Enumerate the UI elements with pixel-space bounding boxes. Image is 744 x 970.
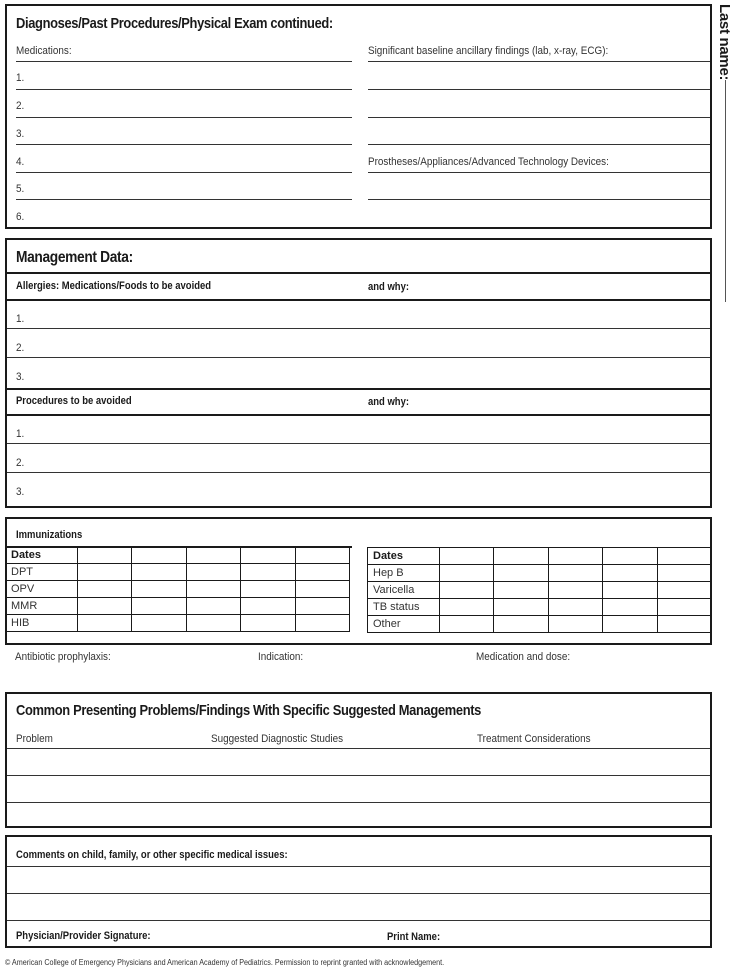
date-cell[interactable] [657,565,711,582]
comments-line-1[interactable] [7,893,710,894]
date-cell[interactable] [494,582,548,599]
medication-line-4[interactable]: 4. [16,156,25,168]
date-cell[interactable] [241,615,295,632]
allergies-label: Allergies: Medications/Foods to be avoided [16,280,212,292]
column-problem: Problem [16,733,53,745]
ancillary-line-1[interactable] [368,89,710,90]
date-cell[interactable] [603,582,657,599]
date-cell[interactable] [548,616,602,633]
date-cell[interactable] [548,582,602,599]
date-cell[interactable] [295,564,349,581]
date-cell[interactable] [132,615,186,632]
date-cell[interactable] [132,564,186,581]
procedure-line-1[interactable]: 1. [16,428,25,440]
date-cell[interactable] [603,616,657,633]
procedure-line-2[interactable]: 2. [16,457,25,469]
procedure-line-3[interactable]: 3. [16,486,25,498]
date-cell[interactable] [295,615,349,632]
date-cell[interactable] [440,616,494,633]
immunizations-title: Immunizations [16,529,83,541]
date-cell[interactable] [494,548,548,565]
procedures-why-label: and why: [368,396,409,408]
date-cell[interactable] [603,548,657,565]
vaccine-hep-b: Hep B [368,565,440,582]
medication-line-6[interactable]: 6. [16,211,25,223]
diagnoses-section [5,4,712,229]
date-cell[interactable] [440,599,494,616]
print-name-label[interactable]: Print Name: [387,931,441,943]
date-cell[interactable] [494,599,548,616]
date-cell[interactable] [295,581,349,598]
comments-line-2[interactable] [7,920,710,921]
medication-line-5[interactable]: 5. [16,183,25,195]
management-section [5,238,712,508]
ancillary-line-2[interactable] [368,117,710,118]
immunization-table-right [367,547,712,633]
vaccine-varicella: Varicella [368,582,440,599]
date-cell[interactable] [657,548,711,565]
date-cell[interactable] [440,582,494,599]
date-cell[interactable] [548,548,602,565]
date-cell[interactable] [241,547,295,564]
date-cell[interactable] [440,548,494,565]
vaccine-mmr: MMR [6,598,78,615]
immunization-table-left [5,546,350,632]
diagnoses-title: Diagnoses/Past Procedures/Physical Exam continued: [16,15,333,32]
date-cell[interactable] [548,565,602,582]
allergy-line-3[interactable]: 3. [16,371,25,383]
prostheses-label: Prostheses/Appliances/Advanced Technology Devices: [368,156,609,168]
management-title: Management Data: [16,249,133,266]
comments-section [5,835,712,948]
date-cell[interactable] [241,564,295,581]
last-name-label: Last name: [716,4,733,81]
date-cell[interactable] [603,565,657,582]
medication-line-3[interactable]: 3. [16,128,25,140]
date-cell[interactable] [494,565,548,582]
vaccine-other: Other [368,616,440,633]
date-cell[interactable] [78,581,132,598]
date-cell[interactable] [241,581,295,598]
problems-section [5,692,712,828]
date-cell[interactable] [494,616,548,633]
medication-line-2[interactable]: 2. [16,100,25,112]
date-cell[interactable] [186,581,240,598]
problems-title: Common Presenting Problems/Findings With Specific Suggested Managements [16,702,482,719]
medication-dose-label: Medication and dose: [476,651,571,663]
date-cell[interactable] [440,565,494,582]
date-cell[interactable] [186,547,240,564]
date-cell[interactable] [548,599,602,616]
procedures-label: Procedures to be avoided [16,395,132,407]
allergies-why-label: and why: [368,281,409,293]
vaccine-dpt: DPT [6,564,78,581]
date-cell[interactable] [78,547,132,564]
column-diagnostic-studies: Suggested Diagnostic Studies [211,733,344,745]
vaccine-hib: HIB [6,615,78,632]
problem-row-1[interactable] [7,775,710,776]
indication-label: Indication: [258,651,304,663]
date-cell[interactable] [78,564,132,581]
ancillary-findings-label: Significant baseline ancillary findings (lab, x-ray, ECG): [368,45,609,57]
signature-label[interactable]: Physician/Provider Signature: [16,930,151,942]
allergy-line-2[interactable]: 2. [16,342,25,354]
ancillary-line-3[interactable] [368,144,710,145]
date-cell[interactable] [132,581,186,598]
date-cell[interactable] [78,598,132,615]
last-name-field[interactable] [725,80,726,302]
antibiotic-prophylaxis-label: Antibiotic prophylaxis: [15,651,111,663]
date-cell[interactable] [186,615,240,632]
problem-row-2[interactable] [7,802,710,803]
tb-status: TB status [368,599,440,616]
medications-label: Medications: [16,45,72,57]
date-cell[interactable] [295,598,349,615]
date-cell[interactable] [132,547,186,564]
date-cell[interactable] [186,598,240,615]
date-cell[interactable] [132,598,186,615]
comments-label: Comments on child, family, or other specific medical issues: [16,849,288,861]
date-cell[interactable] [295,547,349,564]
date-cell[interactable] [657,616,711,633]
date-cell[interactable] [78,615,132,632]
date-cell[interactable] [241,598,295,615]
allergy-line-1[interactable]: 1. [16,313,25,325]
copyright-footer: © American College of Emergency Physicians and American Academy of Pediatrics. Permission to reprint granted with acknowledgement. [5,958,445,967]
dates-header: Dates [6,547,78,564]
column-treatment: Treatment Considerations [477,733,591,745]
date-cell[interactable] [186,564,240,581]
medication-line-1[interactable]: 1. [16,72,25,84]
date-cell[interactable] [603,599,657,616]
dates-header: Dates [368,548,440,565]
vaccine-opv: OPV [6,581,78,598]
date-cell[interactable] [657,599,711,616]
date-cell[interactable] [657,582,711,599]
prostheses-line-1[interactable] [368,199,710,200]
